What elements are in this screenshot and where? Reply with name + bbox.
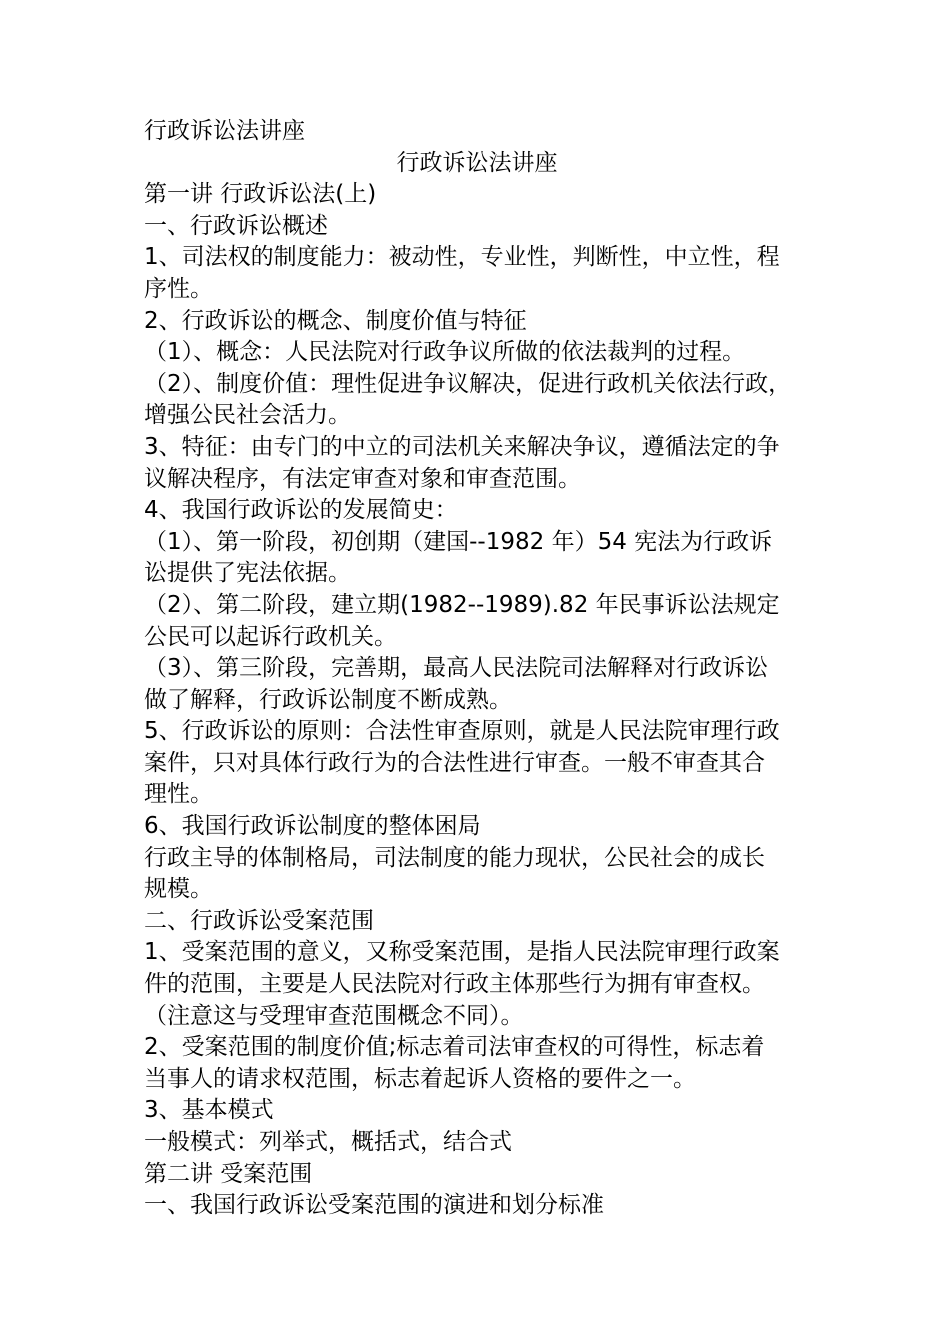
document-body — [144, 116, 810, 1222]
text-line: 4、我国行政诉讼的发展简史： — [144, 497, 458, 524]
text-line: 3、基本模式 — [144, 1097, 274, 1124]
text-line: 二、行政诉讼受案范围 — [144, 907, 374, 934]
text-line: （1）、概念：人民法院对行政争议所做的依法裁判的过程。 — [144, 339, 746, 366]
text-line: 规模。 — [144, 876, 213, 903]
text-line: 行政主导的体制格局，司法制度的能力现状，公民社会的成长 — [144, 844, 765, 871]
text-line: （1）、第一阶段，初创期（建国--1982 年）54 宪法为行政诉 — [144, 528, 773, 555]
header-title: 行政诉讼法讲座 — [144, 118, 305, 144]
text-line: 讼提供了宪法依据。 — [144, 560, 351, 587]
text-line: 1、受案范围的意义，又称受案范围，是指人民法院审理行政案 — [144, 939, 780, 966]
text-line: 序性。 — [144, 275, 213, 302]
text-line: （3）、第三阶段，完善期，最高人民法院司法解释对行政诉讼 — [144, 655, 769, 682]
text-line: 6、我国行政诉讼制度的整体困局 — [144, 813, 481, 840]
text-line: 一般模式：列举式，概括式，结合式 — [144, 1129, 512, 1155]
text-line: 公民可以起诉行政机关。 — [144, 623, 397, 650]
text-line: 第一讲 行政诉讼法(上) — [144, 181, 377, 208]
text-line: 当事人的请求权范围，标志着起诉人资格的要件之一。 — [144, 1065, 696, 1092]
text-line: （注意这与受理审查范围概念不同）。 — [144, 1002, 524, 1029]
document-title: 行政诉讼法讲座 — [396, 149, 558, 176]
text-line: 案件，只对具体行政行为的合法性进行审查。一般不审查其合 — [144, 749, 765, 776]
text-line: 1、司法权的制度能力：被动性，专业性，判断性，中立性，程 — [144, 244, 780, 271]
text-line: 第二讲 受案范围 — [144, 1160, 313, 1187]
text-line: 一、我国行政诉讼受案范围的演进和划分标准 — [144, 1192, 604, 1219]
text-line: 件的范围，主要是人民法院对行政主体那些行为拥有审查权。 — [144, 971, 765, 998]
text-line: 做了解释，行政诉讼制度不断成熟。 — [144, 686, 512, 713]
text-line: （2）、制度价值：理性促进争议解决，促进行政机关依法行政， — [144, 370, 792, 397]
text-line: 议解决程序，有法定审查对象和审查范围。 — [144, 465, 581, 492]
text-line: 一、行政诉讼概述 — [144, 212, 328, 239]
text-line: 5、行政诉讼的原则：合法性审查原则，就是人民法院审理行政 — [144, 718, 780, 745]
text-line: 增强公民社会活力。 — [144, 402, 351, 429]
text-line: 2、行政诉讼的概念、制度价值与特征 — [144, 307, 527, 334]
text-line: 3、特征：由专门的中立的司法机关来解决争议，遵循法定的争 — [144, 433, 780, 460]
text-line: 2、受案范围的制度价值;标志着司法审查权的可得性，标志着 — [144, 1034, 765, 1061]
text-line: （2）、第二阶段，建立期(1982--1989).82 年民事诉讼法规定 — [144, 591, 780, 618]
text-line: 理性。 — [144, 781, 213, 808]
